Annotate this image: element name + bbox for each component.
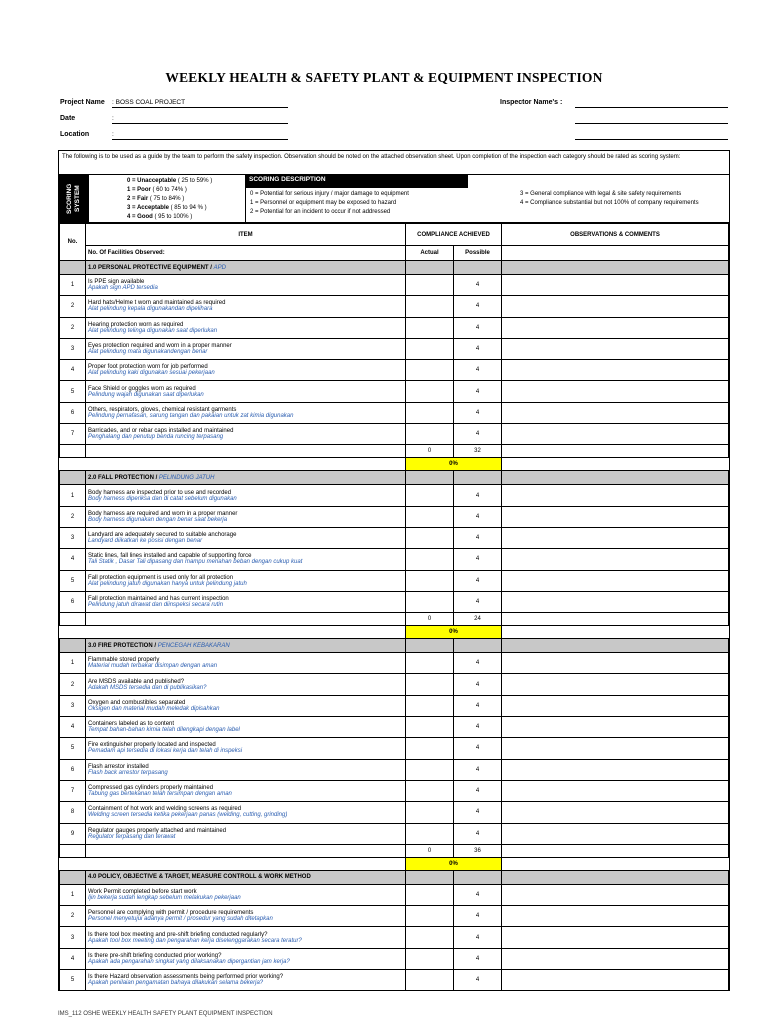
possible-score: 4 [454, 317, 502, 338]
table-row [60, 424, 729, 445]
item-text: Is there tool box meeting and pre-shift briefing conducted regularly? Apakah tool box meeting dan pengarahan kerja diselenggarakan secara teratur? [86, 927, 406, 948]
observation-input[interactable] [502, 906, 729, 927]
item-number: 4 [60, 717, 86, 738]
item-text: Flash arrestor installed Flash back arrestor terpasang [86, 759, 406, 780]
inspection-form [58, 150, 730, 991]
item-number: 6 [60, 591, 86, 612]
item-number: 5 [60, 570, 86, 591]
item-number: 3 [60, 695, 86, 716]
scoring-description-line: 3 = General compliance with legal & site safety requirements [520, 191, 682, 197]
possible-total: 32 [454, 445, 502, 458]
item-number: 4 [60, 360, 86, 381]
item-number: 5 [60, 381, 86, 402]
pct-spacer [86, 626, 406, 639]
section-no-cell [60, 261, 86, 275]
actual-score-input[interactable] [406, 823, 454, 844]
location-label: Location [60, 131, 90, 138]
actual-score-input[interactable] [406, 717, 454, 738]
section-possible-cell [454, 471, 502, 485]
scoring-description-line: 4 = Compliance substantial but not 100% of company requirements [520, 200, 699, 206]
section-title: 3.0 FIRE PROTECTION / PENCEGAH KEBAKARAN [86, 639, 406, 653]
item-text: Hearing protection worn as required Alat pelindung telinga digunakan saat diperlukan [86, 317, 406, 338]
observation-input[interactable] [502, 948, 729, 969]
total-no-cell [60, 613, 86, 626]
table-row [60, 780, 729, 801]
actual-score-input[interactable] [406, 317, 454, 338]
possible-score: 4 [454, 506, 502, 527]
table-row [60, 485, 729, 506]
table-row [60, 570, 729, 591]
item-text: Proper foot protection worn for job performed Alat pelindung kaki digunakan sesuai pekerjaan [86, 360, 406, 381]
section-actual-cell [406, 261, 454, 275]
section-actual-cell [406, 639, 454, 653]
total-label-cell [86, 844, 406, 857]
possible-score: 4 [454, 738, 502, 759]
item-number: 7 [60, 424, 86, 445]
observation-input[interactable] [502, 970, 729, 991]
actual-score-input[interactable] [406, 674, 454, 695]
actual-score-input[interactable] [406, 802, 454, 823]
item-text: Flammable stored properly Material mudah terbakar disimpan dengan aman [86, 653, 406, 674]
item-text: Is there pre-shift briefing conducted prior working? Apakah ada pengarahan singkat yang dilaksanakan dipergantian jam kerja? [86, 948, 406, 969]
possible-score: 4 [454, 906, 502, 927]
observation-input[interactable] [502, 823, 729, 844]
col-no-header: No. [60, 224, 86, 261]
possible-score: 4 [454, 275, 502, 296]
project-name-value[interactable]: : BOSS COAL PROJECT [112, 99, 186, 106]
actual-score-input[interactable] [406, 884, 454, 905]
actual-score-input[interactable] [406, 527, 454, 548]
pct-spacer [502, 626, 729, 639]
actual-score-input[interactable] [406, 275, 454, 296]
inspection-table [59, 223, 729, 991]
possible-header: Possible [454, 246, 502, 261]
possible-score: 4 [454, 653, 502, 674]
item-number: 1 [60, 275, 86, 296]
actual-score-input[interactable] [406, 296, 454, 317]
possible-score: 4 [454, 674, 502, 695]
table-row [60, 823, 729, 844]
section-obs-cell [502, 261, 729, 275]
date-label: Date [60, 115, 76, 122]
item-number: 6 [60, 759, 86, 780]
section-title: 1.0 PERSONAL PROTECTIVE EQUIPMENT / APD [86, 261, 406, 275]
possible-score: 4 [454, 780, 502, 801]
table-row [60, 381, 729, 402]
item-text: Landyard are adequately secured to suitable anchorage Landyard diikatkan ke posisi dengan benar [86, 527, 406, 548]
observation-input[interactable] [502, 717, 729, 738]
possible-score: 4 [454, 338, 502, 359]
item-text: Others, respirators, gloves, chemical resistant garments Pelindung pernafasan, sarung tangan dan pakaian untuk zat kimia digunakan [86, 402, 406, 423]
possible-score: 4 [454, 296, 502, 317]
table-row [60, 317, 729, 338]
item-number: 3 [60, 527, 86, 548]
observation-input[interactable] [502, 759, 729, 780]
item-text: Personnel are complying with permit / procedure requirements Personel menyetujui adanya permit / prosedur yang sudah ditetapkan [86, 906, 406, 927]
item-number: 9 [60, 823, 86, 844]
item-number: 8 [60, 802, 86, 823]
item-text: Eyes protection required and worn in a proper manner Alat pelindung mata digunakandengan benar [86, 338, 406, 359]
table-row [60, 549, 729, 570]
item-text: Containers labeled as to content Tempat bahan-bahan kimia telah dilengkapi dengan label [86, 717, 406, 738]
item-text: Fall protection equipment is used only for all protection Alat pelindung jatuh digunakan hanya untuk pelindung jatuh [86, 570, 406, 591]
table-row [60, 402, 729, 423]
actual-total: 0 [406, 613, 454, 626]
observation-input[interactable] [502, 402, 729, 423]
location-value[interactable]: : [112, 131, 114, 138]
possible-score: 4 [454, 759, 502, 780]
actual-header: Actual [406, 246, 454, 261]
actual-score-input[interactable] [406, 759, 454, 780]
scoring-level: 1 = Poor ( 60 to 74% ) [127, 187, 187, 193]
col-obs-header: OBSERVATIONS & COMMENTS [502, 224, 729, 246]
possible-score: 4 [454, 823, 502, 844]
item-text: Static lines, fall lines installed and capable of supporting force Tali Statik , Dasar Tali dipasang dan mampu menahan beban dengan cukup kuat [86, 549, 406, 570]
scoring-levels [89, 175, 246, 222]
total-no-cell [60, 445, 86, 458]
scoring-description-title: SCORING DESCRIPTION [246, 175, 468, 188]
item-text: Compressed gas cylinders properly maintained Tabung gas bertekanan telah tersimpan dengan aman [86, 780, 406, 801]
observation-input[interactable] [502, 317, 729, 338]
pct-spacer [86, 458, 406, 471]
possible-score: 4 [454, 570, 502, 591]
item-text: Body harness are inspected prior to use and recorded Body harness diperiksa dan di catat sebelum digunakan [86, 485, 406, 506]
intro-text: The following is to be used as a guide by the team to perform the safety inspection. Observation should be noted on the attached observation sheet. Upon completion of the inspection each category should be rated as scoring system: [59, 151, 729, 175]
actual-total: 0 [406, 844, 454, 857]
scoring-block [59, 175, 729, 223]
compliance-percent: 0% [406, 626, 502, 639]
total-obs-cell [502, 844, 729, 857]
page-title: WEEKLY HEALTH & SAFETY PLANT & EQUIPMENT INSPECTION [165, 70, 603, 85]
inspector-label: Inspector Name's : [500, 99, 563, 106]
footer-code: IMS_112 OSHE WEEKLY HEALTH SAFETY PLANT EQUIPMENT INSPECTION [58, 1011, 273, 1017]
observation-input[interactable] [502, 674, 729, 695]
inspector-line-2[interactable] [575, 123, 728, 124]
item-text: Fire extinguisher properly located and inspected Pemadam api tersedia di lokasi kerja dan telah di inspeksi [86, 738, 406, 759]
observation-input[interactable] [502, 695, 729, 716]
item-number: 1 [60, 485, 86, 506]
possible-score: 4 [454, 381, 502, 402]
total-obs-cell [502, 445, 729, 458]
section-obs-cell [502, 471, 729, 485]
facilities-observed: No. Of Facilities Observed: [86, 246, 406, 261]
section-no-cell [60, 471, 86, 485]
actual-score-input[interactable] [406, 927, 454, 948]
item-number: 2 [60, 506, 86, 527]
col-item-header: ITEM [86, 224, 406, 246]
section-obs-cell [502, 639, 729, 653]
table-row [60, 948, 729, 969]
possible-total: 36 [454, 844, 502, 857]
section-title: 4.0 POLICY, OBJECTIVE & TARGET, MEASURE CONTROLL & WORK METHOD [86, 870, 406, 884]
item-number: 6 [60, 402, 86, 423]
scoring-level: 3 = Acceptable ( 85 to 94 % ) [127, 205, 207, 211]
actual-score-input[interactable] [406, 506, 454, 527]
observation-input[interactable] [502, 780, 729, 801]
item-text: Is there Hazard observation assessments being performed prior working? Apakah penilaian pengamatan bahaya dilakukan selama bekerja? [86, 970, 406, 991]
item-number: 5 [60, 738, 86, 759]
table-row [60, 275, 729, 296]
item-text: Body harness are required and worn in a proper manner Body harness digunakan dengan benar saat bekerja [86, 506, 406, 527]
section-actual-cell [406, 471, 454, 485]
table-row [60, 738, 729, 759]
table-row [60, 927, 729, 948]
observation-input[interactable] [502, 360, 729, 381]
compliance-percent: 0% [406, 458, 502, 471]
table-row [60, 717, 729, 738]
actual-score-input[interactable] [406, 695, 454, 716]
observation-input[interactable] [502, 653, 729, 674]
actual-score-input[interactable] [406, 381, 454, 402]
item-number: 3 [60, 927, 86, 948]
observation-input[interactable] [502, 381, 729, 402]
item-text: Work Permit completed before start work Ijin bekerja sudah lengkap sebelum melakukan pekerjaan [86, 884, 406, 905]
table-row [60, 338, 729, 359]
observation-input[interactable] [502, 527, 729, 548]
item-number: 2 [60, 317, 86, 338]
table-row [60, 527, 729, 548]
item-text: Fall protection maintained and has current inspection Pelindung jatuh dirawat dan diinspeksi secara rutin [86, 591, 406, 612]
observation-input[interactable] [502, 591, 729, 612]
observation-input[interactable] [502, 570, 729, 591]
actual-score-input[interactable] [406, 970, 454, 991]
table-row [60, 802, 729, 823]
section-title: 2.0 FALL PROTECTION / PELINDUNG JATUH [86, 471, 406, 485]
date-line [112, 123, 288, 124]
item-number: 4 [60, 549, 86, 570]
location-line [112, 139, 288, 140]
scoring-system-label: SCORING SYSTEM [59, 175, 89, 222]
possible-score: 4 [454, 360, 502, 381]
inspector-line-3[interactable] [575, 139, 728, 140]
col-compliance-header: COMPLIANCE ACHIEVED [406, 224, 502, 246]
actual-score-input[interactable] [406, 570, 454, 591]
total-obs-cell [502, 613, 729, 626]
pct-spacer [502, 857, 729, 870]
item-text: Containment of hot work and welding screens as required Welding screen tersedia ketika pekerjaan panas (welding, cutting, grinding) [86, 802, 406, 823]
item-text: Are MSDS available and published? Adakah MSDS tersedia dan di publikasikan? [86, 674, 406, 695]
observation-input[interactable] [502, 802, 729, 823]
scoring-level: 0 = Unacceptable ( 25 to 59% ) [127, 178, 213, 184]
item-number: 2 [60, 296, 86, 317]
item-number: 5 [60, 970, 86, 991]
possible-score: 4 [454, 802, 502, 823]
item-text: Oxygen and combustibles separated Oksigen dan material mudah meledak dipisahkan [86, 695, 406, 716]
item-number: 1 [60, 653, 86, 674]
scoring-level: 4 = Good ( 95 to 100% ) [127, 214, 193, 220]
scoring-description-line: 2 = Potential for an incident to occur if not addressed [250, 209, 391, 215]
actual-score-input[interactable] [406, 948, 454, 969]
pct-spacer [60, 458, 86, 471]
table-row [60, 884, 729, 905]
actual-score-input[interactable] [406, 549, 454, 570]
item-text: Barricades, and or rebar caps installed and maintained Penghalang dan penutup benda runcing terpasang [86, 424, 406, 445]
table-row [60, 674, 729, 695]
section-no-cell [60, 870, 86, 884]
actual-score-input[interactable] [406, 402, 454, 423]
actual-score-input[interactable] [406, 653, 454, 674]
actual-score-input[interactable] [406, 738, 454, 759]
item-number: 3 [60, 338, 86, 359]
table-row [60, 970, 729, 991]
actual-score-input[interactable] [406, 485, 454, 506]
table-row [60, 296, 729, 317]
actual-score-input[interactable] [406, 360, 454, 381]
observation-input[interactable] [502, 485, 729, 506]
possible-score: 4 [454, 485, 502, 506]
observation-input[interactable] [502, 927, 729, 948]
observation-input[interactable] [502, 738, 729, 759]
table-row [60, 506, 729, 527]
table-row [60, 906, 729, 927]
section-possible-cell [454, 870, 502, 884]
possible-score: 4 [454, 527, 502, 548]
possible-score: 4 [454, 948, 502, 969]
actual-total: 0 [406, 445, 454, 458]
item-number: 2 [60, 906, 86, 927]
total-label-cell [86, 613, 406, 626]
possible-score: 4 [454, 402, 502, 423]
possible-score: 4 [454, 970, 502, 991]
item-text: Regulator gauges properly attached and maintained Regulator terpasang dan terawat [86, 823, 406, 844]
actual-score-input[interactable] [406, 424, 454, 445]
actual-score-input[interactable] [406, 906, 454, 927]
possible-score: 4 [454, 591, 502, 612]
possible-score: 4 [454, 717, 502, 738]
observation-input[interactable] [502, 884, 729, 905]
inspector-line-1[interactable] [575, 107, 728, 108]
observation-input[interactable] [502, 506, 729, 527]
table-row [60, 591, 729, 612]
table-row [60, 360, 729, 381]
item-number: 7 [60, 780, 86, 801]
actual-score-input[interactable] [406, 591, 454, 612]
item-number: 4 [60, 948, 86, 969]
table-row [60, 759, 729, 780]
scoring-description-line: 0 = Potential for serious injury / major damage to equipment [250, 191, 409, 197]
table-row [60, 653, 729, 674]
item-number: 1 [60, 884, 86, 905]
pct-spacer [86, 857, 406, 870]
possible-score: 4 [454, 884, 502, 905]
possible-score: 4 [454, 549, 502, 570]
observation-input[interactable] [502, 549, 729, 570]
table-row [60, 695, 729, 716]
observation-input[interactable] [502, 275, 729, 296]
total-no-cell [60, 844, 86, 857]
scoring-level: 2 = Fair ( 75 to 84% ) [127, 196, 185, 202]
scoring-description [246, 175, 729, 222]
section-no-cell [60, 639, 86, 653]
possible-score: 4 [454, 695, 502, 716]
facilities-comment[interactable] [502, 246, 729, 261]
project-name-line [112, 107, 288, 108]
possible-total: 24 [454, 613, 502, 626]
total-label-cell [86, 445, 406, 458]
date-value[interactable]: : [112, 115, 114, 122]
pct-spacer [60, 857, 86, 870]
item-text: Is PPE sign available Apakah sign APD tersedia [86, 275, 406, 296]
actual-score-input[interactable] [406, 780, 454, 801]
observation-input[interactable] [502, 338, 729, 359]
item-number: 2 [60, 674, 86, 695]
item-text: Hard hats/Helme t worn and maintained as required Alat pelindung kepala digunakandan dipelihara [86, 296, 406, 317]
section-actual-cell [406, 870, 454, 884]
pct-spacer [502, 458, 729, 471]
section-possible-cell [454, 261, 502, 275]
actual-score-input[interactable] [406, 338, 454, 359]
project-name-label: Project Name [60, 99, 105, 106]
observation-input[interactable] [502, 296, 729, 317]
scoring-description-line: 1 = Personnel or equipment may be exposed to hazard [250, 200, 397, 206]
possible-score: 4 [454, 424, 502, 445]
pct-spacer [60, 626, 86, 639]
possible-score: 4 [454, 927, 502, 948]
item-text: Face Shield or goggles worn as required Pelindung wajah digunakan saat diperlukan [86, 381, 406, 402]
compliance-percent: 0% [406, 857, 502, 870]
section-obs-cell [502, 870, 729, 884]
observation-input[interactable] [502, 424, 729, 445]
section-possible-cell [454, 639, 502, 653]
